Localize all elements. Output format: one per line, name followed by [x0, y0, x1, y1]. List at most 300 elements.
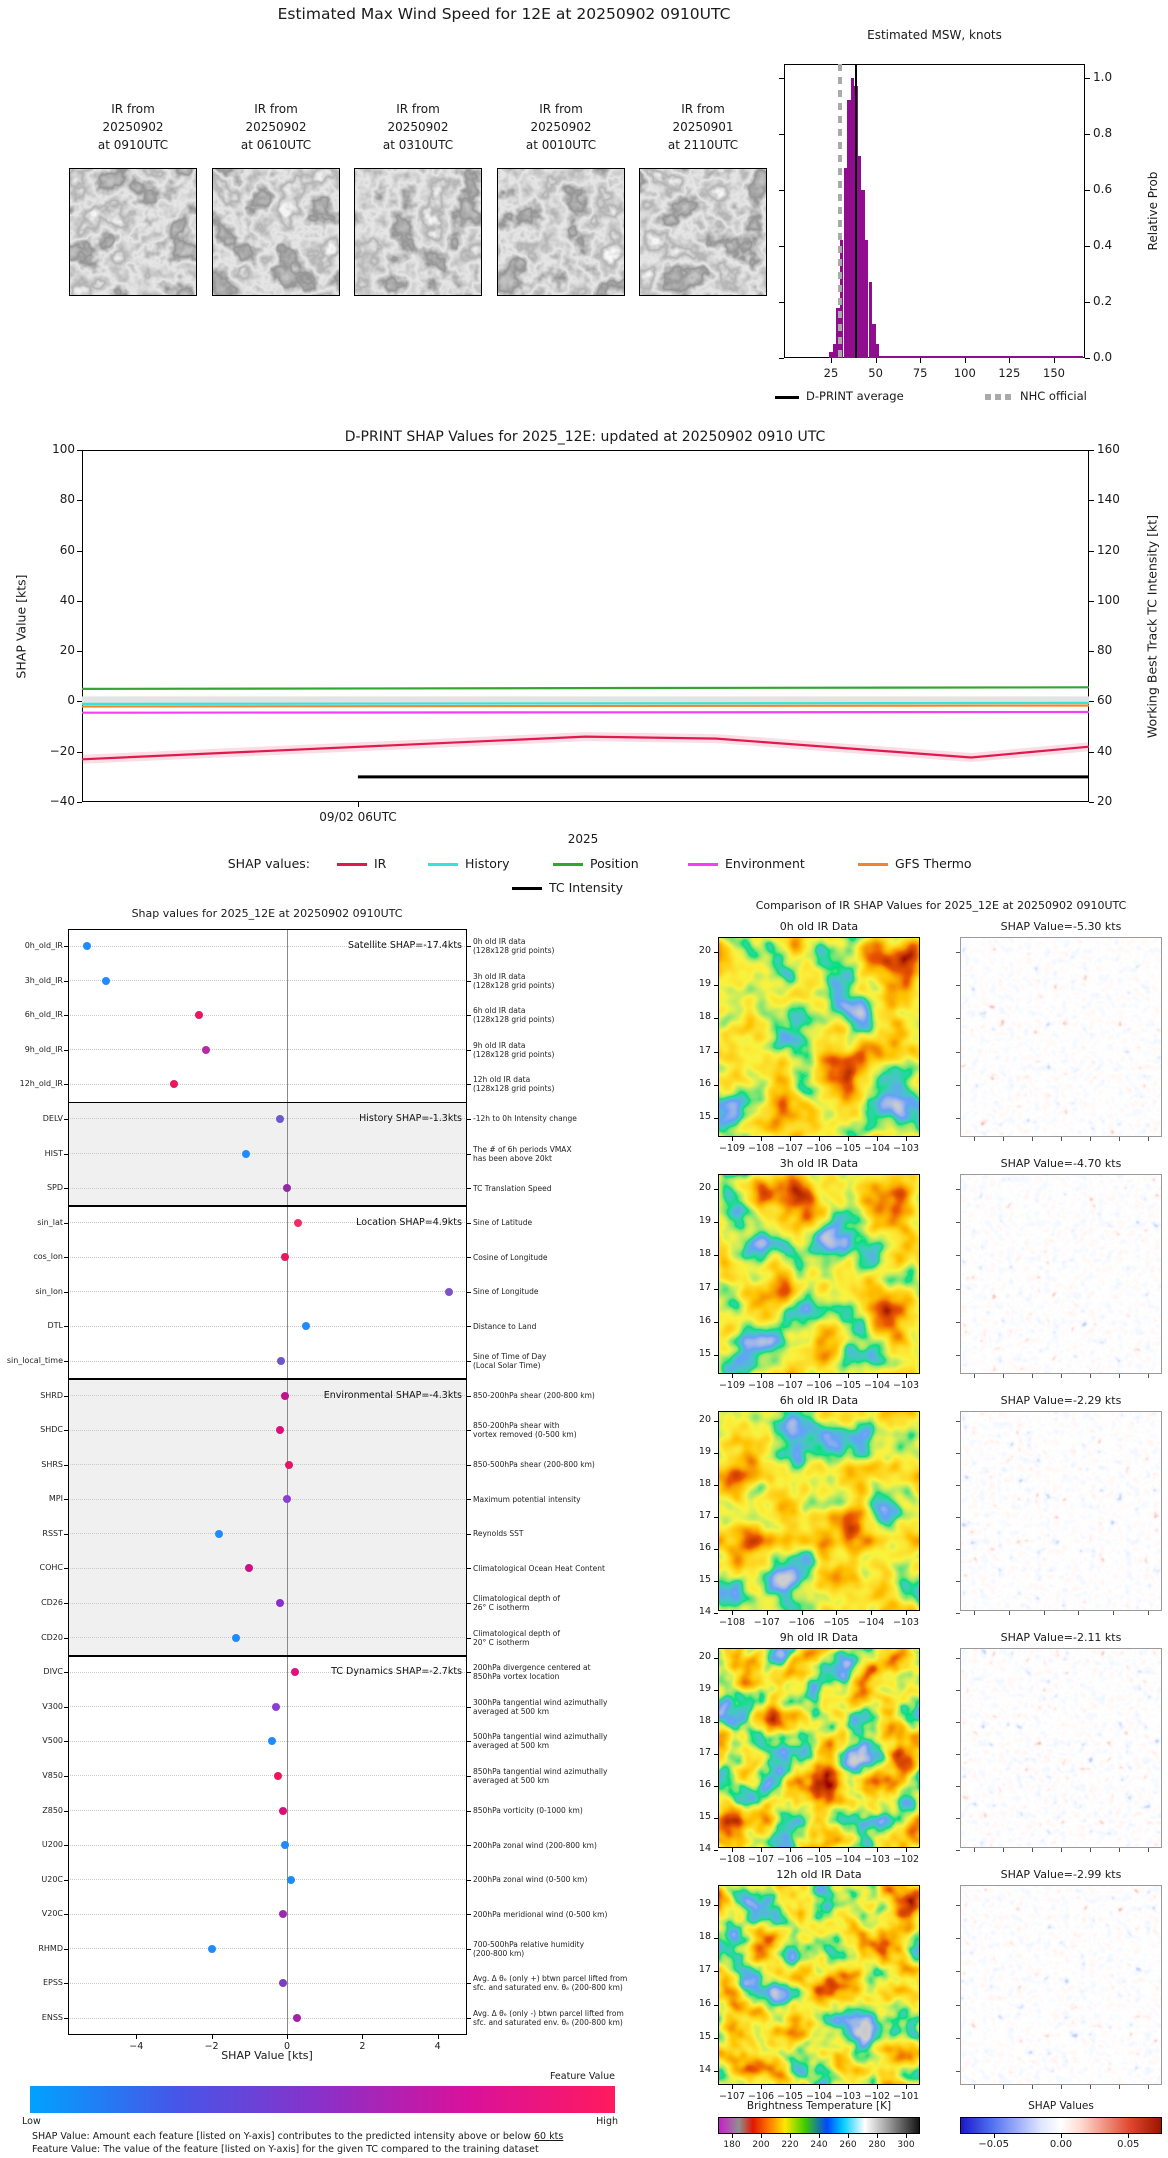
comparison-ytick-label: 15 [698, 1348, 711, 1359]
ir-thumbnail-label-line: IR from [254, 102, 298, 116]
feature-description [473, 1974, 723, 1992]
feature-description-line: The # of 6h periods VMAX [473, 1144, 572, 1154]
comparison-ytick-mark [714, 1971, 718, 1972]
histogram-ytick-mark-left [779, 302, 784, 303]
histogram-ytick-mark-right [1085, 358, 1090, 359]
feature-description-line: (128x128 grid points) [473, 1049, 555, 1059]
histogram-xtick-mark [831, 358, 832, 363]
bt-colorbar-tick-label: 240 [810, 2140, 828, 2150]
comparison-ytick-label: 16 [698, 1779, 711, 1790]
comparison-ir-title: 0h old IR Data [779, 920, 859, 933]
comparison-shap-xtick-mark [1090, 1137, 1091, 1141]
comparison-ytick-label: 14 [698, 1606, 711, 1617]
timeseries-ytick-label-left: 20 [59, 643, 75, 658]
histogram-xtick-mark [965, 358, 966, 363]
timeseries-ytick-mark-right [1089, 802, 1094, 803]
histogram-ylabel: Relative Prob [1146, 171, 1160, 251]
feature-row-label: CD26 [41, 1598, 63, 1607]
comparison-ytick-label: 15 [698, 1811, 711, 1822]
feature-desc-tick-mark [467, 946, 471, 947]
comparison-xtick-mark [790, 1374, 791, 1378]
comparison-ytick-label: 16 [698, 1077, 711, 1089]
histogram-ytick-mark-right [1085, 190, 1090, 191]
histogram-ytick-label: 0.6 [1093, 182, 1113, 196]
feature-row-gridline [68, 1430, 467, 1431]
feature-colorbar-low-label: Low [22, 2116, 41, 2127]
feature-row-label: sin_lat [37, 1217, 63, 1227]
feature-desc-tick-mark [467, 1776, 471, 1777]
histogram-ytick-mark-right [1085, 302, 1090, 303]
comparison-shap-ytick-mark [956, 1255, 960, 1256]
feature-desc-tick-mark [467, 1638, 471, 1639]
comparison-ytick-label: 17 [698, 1510, 711, 1521]
feature-xtick-label: −2 [204, 2041, 219, 2052]
feature-description [473, 1391, 723, 1400]
timeseries-ytick-label-right: 80 [1097, 643, 1113, 658]
feature-desc-tick-mark [467, 1741, 471, 1742]
feature-shap-dot [208, 1945, 216, 1953]
timeseries-legend-swatch [337, 863, 367, 866]
feature-description [473, 1629, 723, 1647]
feature-row-label: 0h_old_IR [24, 941, 63, 950]
timeseries-ytick-mark-right [1089, 752, 1094, 753]
comparison-shap-xtick-mark [1148, 1848, 1149, 1852]
comparison-xtick-label: −107 [747, 1854, 775, 1865]
feature-desc-tick-mark [467, 1949, 471, 1950]
comparison-xtick-mark [906, 1137, 907, 1141]
shap-values-map [960, 1885, 1162, 2085]
feature-row-label: DIVC [43, 1667, 63, 1677]
feature-ytick-mark [64, 1845, 68, 1846]
feature-shap-dot [195, 1011, 203, 1019]
timeseries-ytick-mark-left [77, 802, 82, 803]
timeseries-ytick-mark-left [77, 651, 82, 652]
histogram-xtick-label: 75 [912, 366, 928, 380]
feature-description-line: has been above 20kt [473, 1153, 552, 1163]
feature-desc-tick-mark [467, 1880, 471, 1881]
comparison-xtick-label: −104 [834, 1854, 862, 1865]
comparison-shap-ytick-mark [956, 1453, 960, 1454]
comparison-ytick-label: 16 [698, 1997, 711, 2009]
feature-description [473, 1663, 723, 1681]
feature-ytick-mark [64, 1603, 68, 1604]
feature-row-gridline [68, 1568, 467, 1569]
timeseries-ytick-label-left: 100 [52, 442, 75, 456]
ir-thumbnail-label-line: at 0610UTC [240, 138, 312, 152]
feature-row-label: HIST [44, 1148, 63, 1158]
comparison-shap-ytick-mark [956, 1549, 960, 1550]
comparison-shap-xtick-mark [1044, 1611, 1045, 1615]
ir-thumbnail-label-line: at 2110UTC [667, 138, 739, 152]
comparison-shap-xtick-mark [1090, 2085, 1091, 2089]
feature-row-gridline [68, 1637, 467, 1638]
timeseries-ytick-mark-right [1089, 601, 1094, 602]
timeseries-legend-label: Position [590, 856, 639, 871]
ir-satellite-thumbnail [354, 168, 482, 296]
feature-shap-dot [279, 1979, 287, 1987]
ir-thumbnail-label-line: IR from [681, 102, 725, 116]
histogram-xtick-mark [1009, 358, 1010, 363]
comparison-ytick-mark [714, 1453, 718, 1454]
feature-description [473, 1875, 723, 1884]
timeseries-ytick-label-right: 120 [1097, 542, 1120, 557]
timeseries-title: D-PRINT SHAP Values for 2025_12E: updated at 20250902 0910 UTC [344, 429, 826, 445]
comparison-shap-title: SHAP Value=-4.70 kts [1000, 1157, 1122, 1170]
timeseries-ytick-label-left: −20 [49, 743, 75, 758]
comparison-shap-xtick-mark [1009, 1611, 1010, 1615]
comparison-ytick-label: 19 [698, 1898, 711, 1909]
feature-desc-tick-mark [467, 1983, 471, 1984]
comparison-shap-xtick-mark [1003, 1374, 1004, 1378]
feature-description-line: 700-500hPa relative humidity [473, 1939, 585, 1949]
comparison-xtick-label: −108 [718, 1854, 746, 1865]
feature-colorbar [30, 2086, 615, 2113]
feature-shap-dot [291, 1668, 299, 1676]
feature-desc-tick-mark [467, 1119, 471, 1120]
comparison-ytick-mark [714, 1938, 718, 1939]
timeseries-ytick-mark-left [77, 500, 82, 501]
feature-shap-dot [102, 977, 110, 985]
comparison-ytick-label: 19 [698, 978, 711, 990]
comparison-shap-ytick-mark [956, 1018, 960, 1019]
comparison-ytick-mark [714, 985, 718, 986]
feature-row-label: SPD [46, 1183, 63, 1193]
feature-desc-tick-mark [467, 1603, 471, 1604]
timeseries-ytick-label-right: 40 [1097, 743, 1113, 758]
feature-description-line: (200-800 km) [473, 1948, 525, 1958]
timeseries-ytick-mark-right [1089, 651, 1094, 652]
feature-description [473, 1564, 723, 1573]
feature-desc-tick-mark [467, 1292, 471, 1293]
timeseries-ytick-label-right: 20 [1097, 794, 1113, 808]
comparison-ytick-mark [714, 1085, 718, 1086]
comparison-xtick-mark [761, 1137, 762, 1141]
comparison-shap-title: SHAP Value=-2.11 kts [1000, 1631, 1122, 1644]
comparison-shap-ytick-mark [956, 1222, 960, 1223]
feature-section-header: Environmental SHAP=-4.3kts [323, 1389, 462, 1401]
feature-description-line: sfc. and saturated env. θₑ (200-800 km) [473, 2018, 623, 2027]
comparison-shap-ytick-mark [956, 1421, 960, 1422]
feature-row-label: SHRD [40, 1390, 63, 1400]
comparison-xtick-mark [877, 1848, 878, 1852]
feature-desc-tick-mark [467, 1396, 471, 1397]
comparison-ytick-label: 20 [698, 1651, 711, 1662]
feature-row-label: EPSS [42, 1978, 63, 1988]
feature-ytick-mark [64, 1499, 68, 1500]
feature-panel-xlabel: SHAP Value [kts] [221, 2049, 313, 2062]
comparison-ytick-mark [714, 1786, 718, 1787]
feature-description-line: 500hPa tangential wind azimuthally [473, 1732, 608, 1742]
feature-description [473, 2009, 723, 2027]
shap-values-map [960, 1648, 1162, 1848]
feature-row-label: sin_lon [35, 1286, 63, 1296]
feature-ytick-mark [64, 1914, 68, 1915]
feature-ytick-mark [64, 1084, 68, 1085]
ir-thumbnail-label-line: at 0010UTC [525, 138, 597, 152]
feature-ytick-mark [64, 1568, 68, 1569]
comparison-ir-title: 6h old IR Data [779, 1394, 859, 1407]
comparison-shap-ytick-mark [956, 1850, 960, 1851]
feature-section-header: Satellite SHAP=-17.4kts [347, 940, 462, 951]
feature-row-gridline [68, 1049, 467, 1050]
feature-description [473, 1495, 723, 1504]
feature-row-gridline [68, 1948, 467, 1949]
comparison-ytick-label: 14 [698, 2064, 711, 2075]
feature-row-label: ENSS [41, 2013, 63, 2022]
comparison-shap-xtick-mark [1061, 1848, 1062, 1852]
comparison-ytick-label: 20 [698, 1414, 711, 1425]
ir-thumbnail-label [202, 100, 350, 154]
feature-description-line: 850-200hPa shear (200-800 km) [473, 1391, 595, 1400]
comparison-ytick-label: 18 [698, 1931, 711, 1943]
comparison-xtick-label: −109 [718, 1380, 746, 1391]
comparison-ytick-label: 20 [698, 945, 711, 956]
comparison-shap-ytick-mark [956, 952, 960, 953]
comparison-ytick-label: 16 [698, 1314, 711, 1326]
comparison-ir-title: 3h old IR Data [779, 1157, 859, 1170]
bt-colorbar-title: Brightness Temperature [K] [746, 2100, 892, 2112]
comparison-title: Comparison of IR SHAP Values for 2025_12E at 20250902 0910UTC [755, 899, 1127, 912]
comparison-shap-xtick-mark [1078, 1611, 1079, 1615]
feature-description-line: Reynolds SST [473, 1529, 524, 1539]
histogram-legend-label-nhc: NHC official [1020, 389, 1087, 403]
comparison-ytick-mark [714, 1722, 718, 1723]
feature-row-label: Z850 [42, 1805, 63, 1815]
feature-row-label: U200 [41, 1840, 63, 1850]
comparison-xtick-label: −109 [718, 1143, 746, 1154]
comparison-xtick-mark [732, 1848, 733, 1852]
comparison-ytick-mark [714, 1754, 718, 1755]
ir-thumbnail-label-line: 20250902 [245, 120, 307, 134]
ir-thumbnail-label-line: IR from [396, 102, 440, 116]
dprint-average-line [855, 64, 857, 358]
comparison-shap-xtick-mark [1090, 1848, 1091, 1852]
ir-thumbnail-label-line: IR from [539, 102, 583, 116]
feature-shap-dot [272, 1703, 280, 1711]
feature-description-line: Sine of Longitude [473, 1287, 539, 1297]
feature-row-gridline [68, 1326, 467, 1327]
feature-desc-tick-mark [467, 1326, 471, 1327]
histogram-xtick-mark [1054, 358, 1055, 363]
feature-xtick-mark [136, 2035, 137, 2039]
bt-colorbar-tick-mark [848, 2134, 849, 2138]
feature-ytick-mark [64, 1534, 68, 1535]
ir-thumbnail-label [59, 100, 207, 154]
feature-ytick-mark [64, 1361, 68, 1362]
comparison-shap-xtick-mark [1003, 1137, 1004, 1141]
comparison-xtick-mark [819, 1374, 820, 1378]
comparison-ytick-mark [714, 1517, 718, 1518]
feature-row-gridline [68, 1914, 467, 1915]
feature-description-line: 200hPa zonal wind (200-800 km) [473, 1840, 597, 1850]
bt-colorbar-tick-label: 260 [839, 2140, 857, 2150]
feature-description-line: (128x128 grid points) [473, 1084, 555, 1094]
comparison-xtick-label: −106 [776, 1854, 804, 1865]
feature-description-line: Climatological Ocean Heat Content [473, 1563, 605, 1573]
feature-ytick-mark [64, 2018, 68, 2019]
comparison-xtick-label: −107 [753, 1617, 780, 1628]
comparison-ytick-mark [714, 1118, 718, 1119]
feature-description [473, 1145, 723, 1163]
timeseries-ytick-mark-left [77, 601, 82, 602]
comparison-ytick-mark [714, 1421, 718, 1422]
feature-ytick-mark [64, 1707, 68, 1708]
feature-desc-tick-mark [467, 1015, 471, 1016]
timeseries-legend-label: IR [374, 856, 387, 871]
histogram-legend-label-dprint: D-PRINT average [806, 389, 904, 403]
timeseries-ytick-label-left: 40 [59, 592, 75, 607]
feature-description-line: 0h old IR data [473, 937, 526, 946]
feature-ytick-mark [64, 946, 68, 947]
feature-shap-dot [294, 1219, 302, 1227]
feature-row-gridline [68, 1015, 467, 1016]
comparison-shap-title: SHAP Value=-2.99 kts [1000, 1868, 1122, 1881]
feature-ytick-mark [64, 1015, 68, 1016]
feature-xtick-mark [287, 2035, 288, 2039]
feature-desc-tick-mark [467, 1361, 471, 1362]
feature-xtick-label: −4 [129, 2041, 144, 2052]
feature-shap-dot [276, 1599, 284, 1607]
comparison-xtick-label: −102 [892, 1854, 920, 1865]
feature-ytick-mark [64, 1811, 68, 1812]
histogram-xtick-label: 125 [998, 366, 1021, 380]
feature-description-line: 6h old IR data [473, 1006, 526, 1016]
comparison-ytick-mark [714, 1549, 718, 1550]
comparison-shap-xtick-mark [974, 1374, 975, 1378]
timeseries-ytick-label-right: 160 [1097, 442, 1120, 456]
comparison-shap-xtick-mark [974, 1611, 975, 1615]
feature-shap-dot [83, 942, 91, 950]
feature-shap-dot [302, 1322, 310, 1330]
feature-ytick-mark [64, 1465, 68, 1466]
comparison-ytick-label: 18 [698, 1478, 711, 1489]
comparison-shap-ytick-mark [956, 1517, 960, 1518]
feature-section-header: History SHAP=-1.3kts [359, 1112, 462, 1124]
footnote-shap-value: SHAP Value: Amount each feature [listed on Y-axis] contributes to the predicted intensity above or below 60 kts [32, 2131, 564, 2142]
feature-description-line: averaged at 500 km [473, 1706, 550, 1716]
comparison-ytick-label: 15 [698, 1111, 711, 1122]
comparison-xtick-label: −104 [805, 2091, 833, 2102]
feature-description [473, 1910, 723, 1919]
feature-desc-tick-mark [467, 1534, 471, 1535]
feature-ytick-mark [64, 1154, 68, 1155]
comparison-xtick-label: −107 [718, 2091, 746, 2102]
comparison-shap-title: SHAP Value=-2.29 kts [1000, 1394, 1122, 1407]
comparison-shap-xtick-mark [1148, 2085, 1149, 2089]
feature-panel-title: Shap values for 2025_12E at 20250902 0910UTC [131, 907, 403, 920]
comparison-xtick-mark [877, 1374, 878, 1378]
comparison-ytick-label: 15 [698, 2030, 711, 2042]
histogram-plot-area [784, 64, 1085, 358]
comparison-xtick-label: −105 [834, 1380, 862, 1391]
comparison-ir-title: 12h old IR Data [776, 1868, 862, 1881]
comparison-shap-xtick-mark [974, 1137, 975, 1141]
comparison-ytick-mark [714, 1485, 718, 1486]
feature-description [473, 1698, 723, 1716]
comparison-shap-xtick-mark [1119, 1848, 1120, 1852]
comparison-ytick-mark [714, 1052, 718, 1053]
comparison-xtick-label: −105 [805, 1854, 833, 1865]
bt-colorbar-tick-label: 200 [752, 2140, 770, 2150]
footnote-feature-value: Feature Value: The value of the feature [listed on Y-axis] for the given TC compared to the training dataset [32, 2144, 539, 2155]
ir-satellite-thumbnail [497, 168, 625, 296]
feature-shap-dot [285, 1461, 293, 1469]
shap-values-map [960, 937, 1162, 1137]
timeseries-legend-title: SHAP values: [227, 856, 310, 871]
ir-thumbnail-label [629, 100, 777, 154]
comparison-ytick-mark [714, 1905, 718, 1906]
bt-colorbar-tick-mark [732, 2134, 733, 2138]
comparison-shap-ytick-mark [956, 1905, 960, 1906]
timeseries-ytick-mark-left [77, 701, 82, 702]
comparison-ytick-mark [714, 952, 718, 953]
feature-description [473, 1529, 723, 1538]
comparison-xtick-mark [732, 1137, 733, 1141]
feature-xtick-label: 0 [283, 2041, 291, 2052]
histogram-ytick-mark-left [779, 358, 784, 359]
comparison-ytick-mark [714, 1658, 718, 1659]
comparison-xtick-label: −108 [747, 1380, 775, 1391]
feature-row-label: V500 [42, 1736, 63, 1746]
comparison-shap-ytick-mark [956, 1613, 960, 1614]
feature-row-gridline [68, 980, 467, 981]
feature-shap-dot [279, 1910, 287, 1918]
comparison-ytick-label: 18 [698, 1715, 711, 1726]
comparison-xtick-mark [761, 1374, 762, 1378]
comparison-shap-xtick-mark [1003, 2085, 1004, 2089]
feature-description-line: Climatological depth of [473, 1594, 560, 1603]
feature-row-label: 9h_old_IR [24, 1044, 63, 1054]
histogram-ytick-mark-left [779, 134, 784, 135]
histogram-xtick-label: 150 [1043, 366, 1065, 380]
ir-satellite-thumbnail [212, 168, 340, 296]
feature-description-line: (128x128 grid points) [473, 946, 555, 955]
feature-desc-tick-mark [467, 1084, 471, 1085]
comparison-ytick-mark [714, 1818, 718, 1819]
timeseries-ylabel-right: Working Best Track TC Intensity [kt] [1144, 514, 1160, 739]
comparison-ytick-mark [714, 1355, 718, 1356]
feature-shap-dot [202, 1046, 210, 1054]
feature-ytick-mark [64, 1430, 68, 1431]
comparison-shap-xtick-mark [1113, 1611, 1114, 1615]
timeseries-legend-label: History [465, 856, 510, 871]
bt-colorbar-tick-label: 300 [897, 2140, 915, 2150]
nhc-official-line [838, 64, 842, 358]
comparison-ytick-label: 18 [698, 1011, 711, 1023]
feature-ytick-mark [64, 1983, 68, 1984]
comparison-xtick-mark [790, 1848, 791, 1852]
feature-description-line: 850-200hPa shear with [473, 1421, 560, 1431]
feature-xtick-label: 2 [359, 2041, 366, 2052]
feature-desc-tick-mark [467, 1914, 471, 1915]
feature-row-gridline [68, 1257, 467, 1258]
comparison-xtick-label: −106 [805, 1380, 833, 1391]
timeseries-ytick-label-left: −40 [49, 794, 75, 808]
comparison-xtick-mark [906, 1374, 907, 1378]
ir-satellite-thumbnail [639, 168, 767, 296]
comparison-shap-xtick-mark [1061, 1137, 1062, 1141]
ir-thumbnail-label-line: at 0310UTC [382, 138, 454, 152]
comparison-xtick-mark [848, 1374, 849, 1378]
comparison-shap-xtick-mark [1119, 1137, 1120, 1141]
histogram-ytick-label: 0.4 [1093, 238, 1113, 252]
timeseries-legend-swatch [428, 863, 458, 866]
comparison-ytick-mark [714, 1189, 718, 1190]
feature-row-gridline [68, 1499, 467, 1500]
feature-section-divider [68, 1102, 467, 1104]
comparison-ytick-mark [714, 2005, 718, 2006]
feature-description-line: Avg. Δ θₑ (only +) btwn parcel lifted from [473, 1974, 628, 1984]
